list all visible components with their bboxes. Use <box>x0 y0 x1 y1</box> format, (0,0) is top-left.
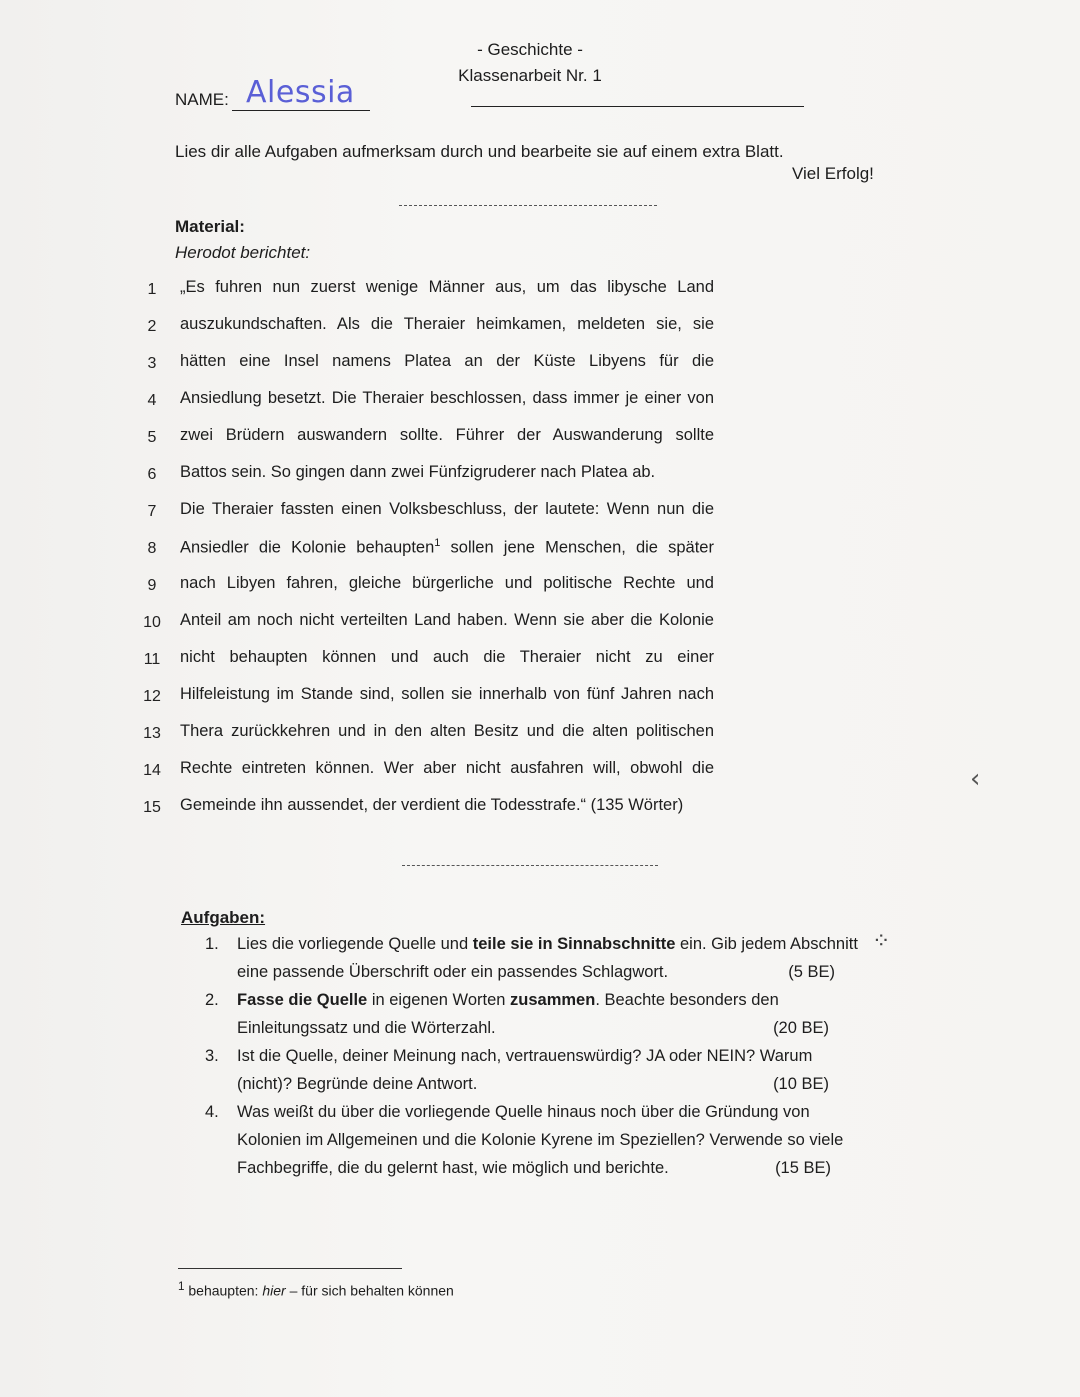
line-text <box>180 278 714 297</box>
source-line <box>134 426 714 463</box>
task-points: (15 BE) <box>775 1159 831 1177</box>
divider-top <box>399 205 657 206</box>
footnote-rule <box>178 1268 402 1269</box>
line-number: 6 <box>147 466 157 483</box>
header-rule <box>471 106 804 107</box>
task-points: (10 BE) <box>773 1075 829 1093</box>
task-text-bold: zusammen <box>510 991 596 1009</box>
footnote-definition: – für sich behalten können <box>285 1282 454 1299</box>
line-text <box>180 315 714 334</box>
line-text-main: Hilfeleistung im Stande sind, sollen sie innerhalb von fünf Jahren nach <box>180 685 714 703</box>
line-text-main: auszukundschaften. Als die Theraier heimkamen, meldeten sie, sie <box>180 315 714 333</box>
task-points: (5 BE) <box>788 963 835 981</box>
margin-pencil-mark-icon: ‹ <box>970 764 981 794</box>
line-number: 2 <box>147 318 157 335</box>
line-text <box>180 426 714 445</box>
task-text <box>237 1042 865 1098</box>
line-text <box>180 611 714 630</box>
line-number: 11 <box>143 651 161 668</box>
line-text-main: zwei Brüdern auswandern sollte. Führer der Auswanderung sollte <box>180 426 714 444</box>
line-number: 8 <box>147 540 157 557</box>
task-text-bold: teile sie in Sinnabschnitte <box>472 935 676 953</box>
task-text <box>237 1098 865 1182</box>
source-line <box>134 315 714 352</box>
line-text-main: hätten eine Insel namens Platea an der Küste Libyens für die <box>180 352 714 370</box>
student-name: Alessia <box>232 76 370 111</box>
task-number: 4. <box>205 1103 219 1121</box>
source-line <box>134 500 714 537</box>
source-line <box>134 463 714 500</box>
task-text-bold: Fasse die Quelle <box>237 991 368 1009</box>
line-text-main: Ansiedler die Kolonie behaupten <box>180 538 435 557</box>
name-label: NAME: <box>175 90 229 109</box>
exam-title: Klassenarbeit Nr. 1 <box>458 66 602 85</box>
footnote-mark: 1 <box>178 1280 185 1293</box>
line-text <box>180 574 714 593</box>
footnote-term: behaupten: <box>188 1282 263 1299</box>
line-number: 5 <box>147 429 157 446</box>
line-text-main: Die Theraier fassten einen Volksbeschluss, der lautete: Wenn nun die <box>180 500 714 518</box>
line-text-main: Battos sein. So gingen dann zwei Fünfzigruderer nach Platea ab. <box>180 463 656 481</box>
source-line <box>134 278 714 315</box>
task-item <box>205 1042 865 1098</box>
line-text-main: Anteil am noch nicht verteilten Land haben. Wenn sie aber die Kolonie <box>180 611 714 629</box>
line-text-main: nach Libyen fahren, gleiche bürgerliche und politische Rechte und <box>180 574 714 592</box>
line-text <box>180 796 714 815</box>
line-text-main: Gemeinde ihn aussendet, der verdient die Todesstrafe.“ (135 Wörter) <box>180 796 684 814</box>
line-number: 15 <box>143 799 161 816</box>
task-item <box>205 1098 865 1182</box>
line-text <box>180 722 714 741</box>
source-line <box>134 722 714 759</box>
source-line <box>134 796 714 833</box>
line-text <box>180 500 714 519</box>
line-number: 7 <box>147 503 157 520</box>
task-text-part: Ist die Quelle, deiner Meinung nach, vertrauenswürdig? JA oder NEIN? Warum (nicht)? Begründe deine Antwort. <box>237 1047 813 1093</box>
task-number: 3. <box>205 1047 219 1065</box>
line-number: 13 <box>143 725 161 742</box>
footnote-qualifier: hier <box>262 1282 286 1299</box>
line-text-rest: sollen jene Menschen, die später <box>440 538 714 557</box>
line-text-main: Ansiedlung besetzt. Die Theraier beschlossen, dass immer je einer von <box>180 389 714 407</box>
source-line <box>134 611 714 648</box>
line-number: 14 <box>143 762 161 779</box>
line-text <box>180 537 714 558</box>
material-source-label: Herodot berichtet: <box>175 243 311 262</box>
source-text <box>134 278 714 833</box>
line-number: 4 <box>147 392 157 409</box>
source-line <box>134 574 714 611</box>
subject-heading: - Geschichte - <box>477 40 583 59</box>
task-item <box>205 986 865 1042</box>
line-number: 1 <box>147 281 157 298</box>
source-line <box>134 389 714 426</box>
task-points: (20 BE) <box>773 1019 829 1037</box>
margin-dots-icon: ⁘ <box>872 928 891 953</box>
source-line <box>134 352 714 389</box>
line-text <box>180 463 714 482</box>
source-line <box>134 759 714 796</box>
tasks-heading: Aufgaben: <box>181 908 266 927</box>
line-number: 12 <box>143 688 161 705</box>
task-text-part: Lies die vorliegende Quelle und <box>237 935 473 953</box>
task-text-part: in eigenen Worten <box>367 991 511 1009</box>
line-text-main: „Es fuhren nun zuerst wenige Männer aus, um das libysche Land <box>180 278 714 296</box>
line-text-main: nicht behaupten können und auch die Theraier nicht zu einer <box>180 648 714 666</box>
line-text <box>180 648 714 667</box>
line-text <box>180 389 714 408</box>
task-number: 1. <box>205 935 219 953</box>
line-number: 9 <box>147 577 157 594</box>
source-line <box>134 648 714 685</box>
task-text-part: . Beachte besonders den Einleitungssatz und die Wörterzahl. <box>237 991 779 1037</box>
task-text-part: Was weißt du über die vorliegende Quelle hinaus noch über die Gründung von Kolonien im Allgemeinen und die Kolonie Kyrene im Speziellen? Verwende so viele Fachbegriffe, die du gelernt hast, wie möglich und berichte. <box>237 1103 844 1177</box>
line-text <box>180 685 714 704</box>
line-text <box>180 352 714 371</box>
line-number: 3 <box>147 355 157 372</box>
task-text-part: ein. Gib jedem Abschnitt eine passende Überschrift oder ein passendes Schlagwort. <box>237 935 858 981</box>
footnote <box>178 1280 454 1299</box>
task-text <box>237 930 865 986</box>
source-line <box>134 685 714 722</box>
task-item <box>205 930 865 986</box>
footnote-reference: 1 <box>434 537 441 549</box>
line-text-main: Thera zurückkehren und in den alten Besitz und die alten politischen <box>180 722 714 740</box>
task-number: 2. <box>205 991 219 1009</box>
instructions-text: Lies dir alle Aufgaben aufmerksam durch und bearbeite sie auf einem extra Blatt. <box>175 142 784 161</box>
line-text <box>180 759 714 778</box>
line-number: 10 <box>143 614 161 631</box>
material-heading: Material: <box>175 217 245 236</box>
task-list <box>205 930 865 1182</box>
line-text-main: Rechte eintreten können. Wer aber nicht ausfahren will, obwohl die <box>180 759 714 777</box>
task-text <box>237 986 865 1042</box>
good-luck-text: Viel Erfolg! <box>792 164 874 183</box>
source-line <box>134 537 714 574</box>
divider-bottom <box>402 865 658 866</box>
